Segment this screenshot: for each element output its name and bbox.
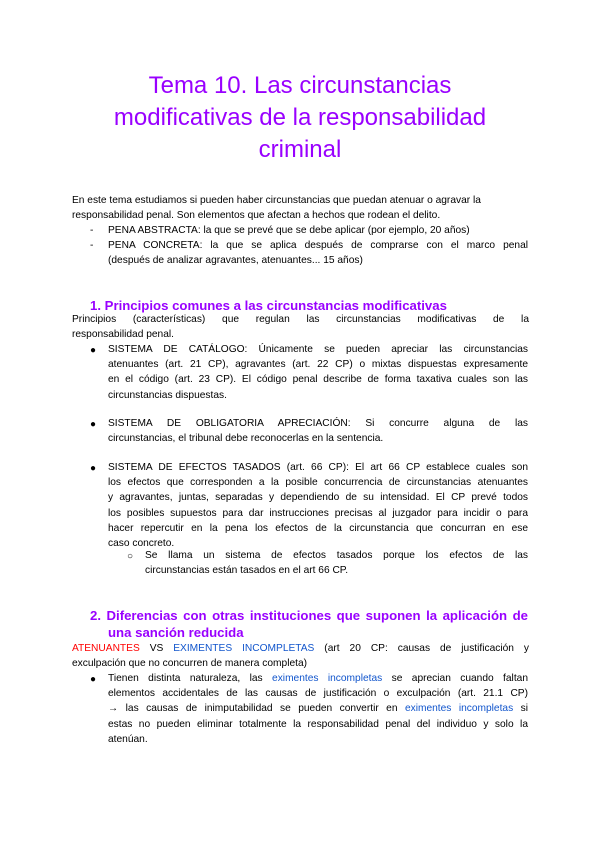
text-line: responsabilidad penal. Son elementos que afectan a hechos que rodean el delito. (72, 210, 441, 222)
text-line: circunstancias dispuestas. (108, 389, 227, 401)
title-line: modificativas de la responsabilidad (113, 104, 487, 131)
text-line (108, 671, 528, 686)
dash-marker: - (90, 225, 94, 236)
intro-rest: (art 20 CP: causas de justificación y (314, 643, 529, 654)
text-line: en el código (art. 23 CP). El código penal describe de forma taxativa cuales son las (108, 374, 528, 386)
text-run: Tienen distinta naturaleza, las (108, 673, 273, 684)
bullet-item (108, 671, 528, 747)
sub-bullet-item (145, 548, 528, 578)
bullet-marker: ● (90, 419, 97, 430)
bullet-item (108, 416, 528, 446)
text-line: circunstancias están tasados en el art 66 CP. (145, 565, 349, 577)
text-line: los posibles supuestos para dar instrucciones precisas al juzgador para incidir o para (108, 507, 528, 519)
section-heading (90, 607, 528, 641)
text-line: atenúan. (108, 733, 148, 745)
text-line: SISTEMA DE EFECTOS TASADOS (art. 66 CP): El art 66 CP establece cuales son (108, 462, 528, 473)
heading-line: 2. Diferencias con otras instituciones que suponen la aplicación de (90, 608, 528, 623)
text-line: elementos accidentales de las causas de justificación o exculpación (art. 21.1 CP) (108, 688, 528, 700)
sub-bullet-marker: ○ (127, 551, 134, 562)
text-run: se aprecian cuando faltan (382, 673, 528, 684)
section1-intro (72, 312, 529, 342)
eximentes-link: eximentes incompletas (272, 673, 383, 684)
text-line: los efectos que corresponden a la posible concurrencia de circunstancias atenuantes (108, 477, 528, 489)
text-line: hacer repercutir en la pena los efectos de la circunstancia que concurran en ese (108, 522, 528, 534)
dash-item (108, 223, 528, 238)
section-heading: 1. Principios comunes a las circunstancias modificativas (90, 298, 447, 313)
text-run: → las causas de inimputabilidad se pueden convertir en (108, 703, 405, 715)
dash-item (108, 238, 528, 268)
text-line (72, 641, 529, 656)
text-line: (después de analizar agravantes, atenuantes... 15 años) (108, 255, 363, 267)
text-line: circunstancias, el tribunal debe reconocerlas en la sentencia. (108, 433, 384, 445)
eximentes-term: EXIMENTES INCOMPLETAS (173, 643, 315, 654)
text-line: En este tema estudiamos si pueden haber circunstancias que puedan atenuar o agravar la (72, 195, 481, 206)
text-line: atenuantes (art. 21 CP), agravantes (art. 22 CP) o mixtas dispuestas expresamente (108, 359, 528, 371)
dash-marker: - (90, 240, 94, 251)
vs-label: VS (139, 643, 174, 654)
text-run: si (513, 703, 529, 715)
bullet-marker: ● (90, 345, 97, 356)
title-line: Tema 10. Las circunstancias (148, 72, 452, 99)
text-line: estas no pueden eliminar totalmente la responsabilidad penal del individuo y solo la (108, 718, 528, 730)
bullet-item (108, 342, 528, 403)
bullet-item (108, 460, 528, 551)
text-line: Principios (características) que regulan las circunstancias modificativas de la (72, 314, 529, 325)
intro-paragraph (72, 193, 529, 223)
heading-line: una sanción reducida (108, 625, 244, 640)
section2-intro (72, 641, 529, 671)
document-title (60, 70, 540, 166)
bullet-marker: ● (90, 463, 97, 474)
text-line: SISTEMA DE OBLIGATORIA APRECIACIÓN: Si concurre alguna de las (108, 418, 528, 429)
text-line: y agravantes, juntas, separadas y dependiendo de su intensidad. El CP prevé todos (108, 492, 528, 504)
text-line: exculpación que no concurren de manera completa) (72, 658, 308, 670)
eximentes-link: eximentes incompletas (404, 703, 514, 715)
text-line: Se llama un sistema de efectos tasados porque los efectos de las (145, 550, 528, 561)
text-line: SISTEMA DE CATÁLOGO: Únicamente se pueden apreciar las circunstancias (108, 344, 528, 355)
title-line: criminal (258, 136, 342, 163)
text-line (108, 701, 528, 716)
bullet-marker: ● (90, 674, 97, 685)
text-line: caso concreto. (108, 538, 175, 550)
text-line: responsabilidad penal. (72, 329, 174, 341)
atenuantes-term: ATENUANTES (72, 643, 140, 654)
text-line: PENA CONCRETA: la que se aplica después de comprarse con el marco penal (108, 240, 528, 251)
text-line: PENA ABSTRACTA: la que se prevé que se debe aplicar (por ejemplo, 20 años) (108, 225, 470, 236)
